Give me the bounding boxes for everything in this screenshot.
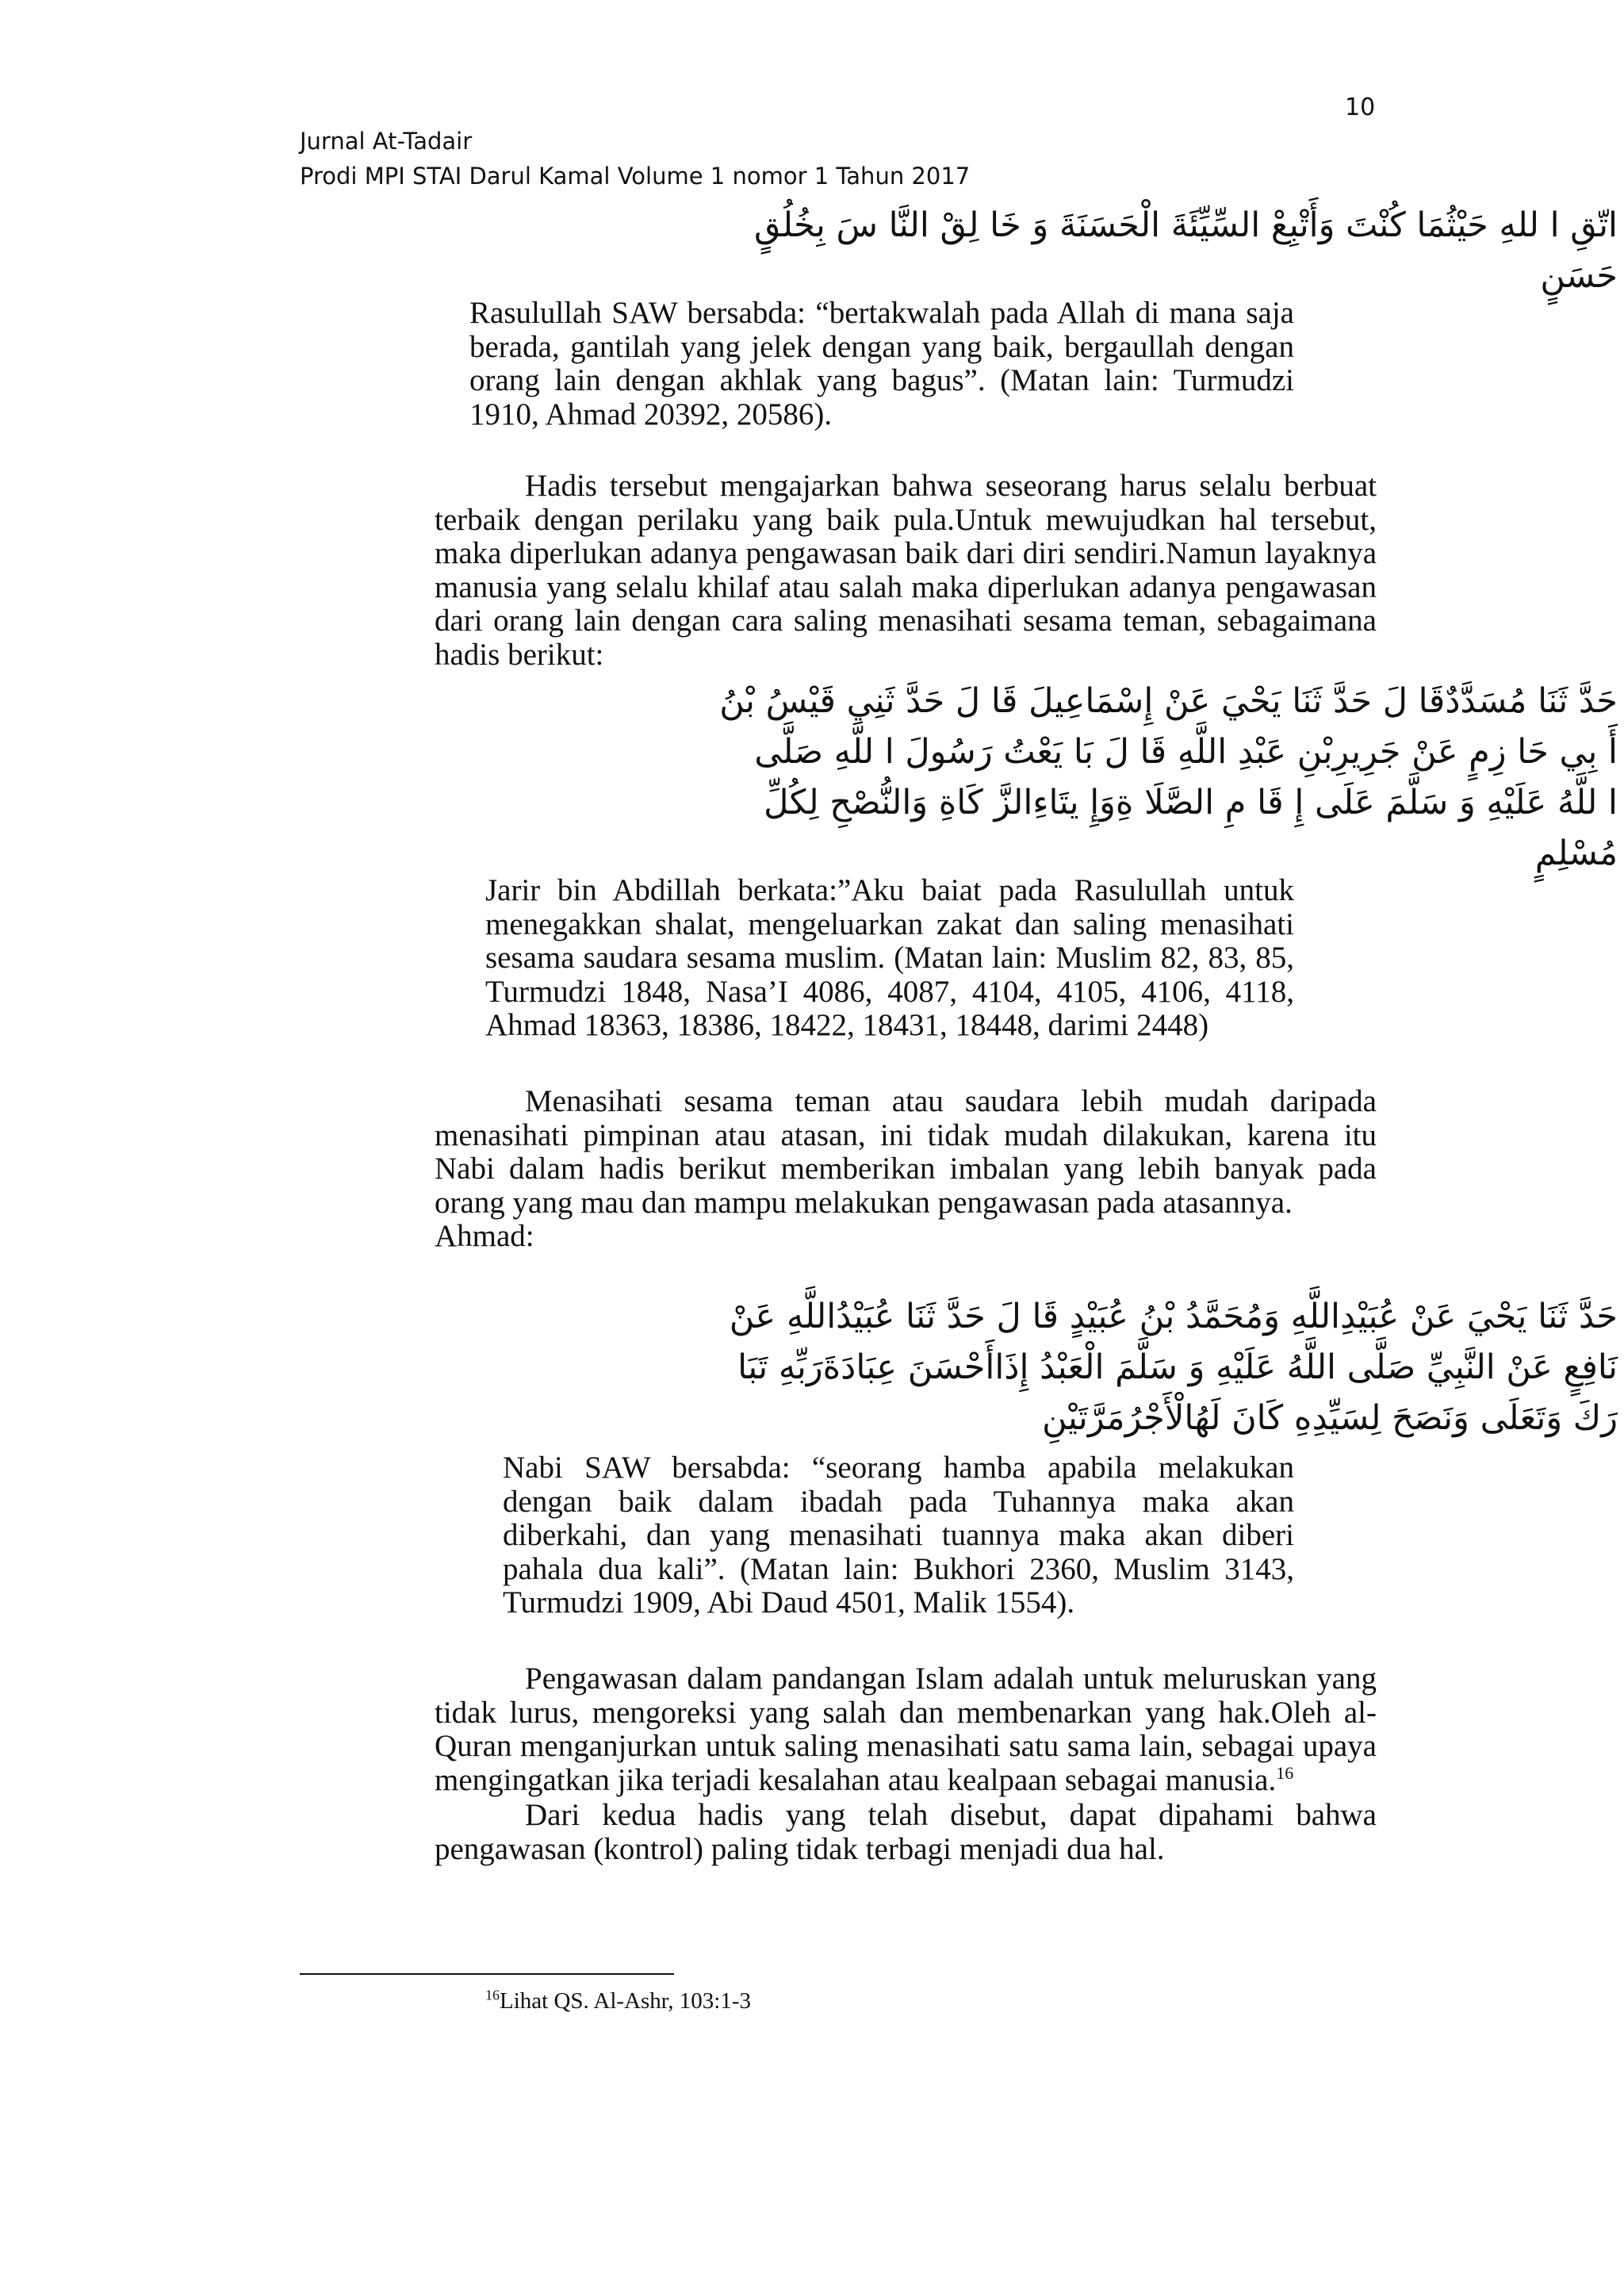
text-line: Turmudzi 1909, Abi Daud 4501, Malik 1554).: [503, 1585, 1075, 1619]
text-line: Pengawasan dalam pandangan Islam adalah untuk meluruskan yang: [525, 1662, 1377, 1696]
arabic-hadith-2: [428, 676, 1618, 879]
text-line: [435, 1764, 1377, 1798]
text-line: Rasulullah SAW bersabda: “bertakwalah pada Allah di mana saja: [469, 296, 1294, 330]
arabic-hadith-1: [428, 200, 1618, 301]
arabic-line: حَدَّ ثَنَا مُسَدَّدٌقَا لَ حَدَّ ثَنَا يَحْيَ عَنْ إِسْمَاعِيلَ قَا لَ حَدَّ ثَنِي قَيْسُ بْنُ: [719, 681, 1618, 721]
paragraph-1: [435, 470, 1377, 672]
translation-3: [503, 1451, 1294, 1620]
arabic-line: حَسَنٍ: [1540, 256, 1618, 296]
text-line: orang lain dengan akhlak yang bagus”. (Matan lain: Turmudzi: [469, 363, 1294, 397]
arabic-line: ا للَّهُ عَلَيْهِ وَ سَلَّمَ عَلَى إِ قَا مِ الصَّلَا ةِوَإِ يتَاءِالزَّ كَاةِ وَالنُّصْحِ لِكُلِّ: [764, 783, 1618, 822]
text-line: orang yang mau dan mampu melakukan pengawasan pada atasannya.: [435, 1185, 1293, 1220]
paragraph-3: [435, 1662, 1377, 1797]
text-line: 1910, Ahmad 20392, 20586).: [469, 397, 833, 431]
footnote-number: 16: [485, 1987, 500, 2003]
text-line: terbaik dengan perilaku yang baik pula.Untuk mewujudkan hal tersebut,: [435, 502, 1377, 537]
text-line: sesama saudara sesama muslim. (Matan lain: Muslim 82, 83, 85,: [485, 941, 1294, 975]
arabic-line: نَافِعٍ عَنْ النَّبِيِّ صَلَّى اللَّهُ عَلَيْهِ وَ سَلَّمَ الْعَبْدُ إِذَاأَحْسَنَ عِبَادَةَرَبِّهِ تَبَا: [737, 1347, 1618, 1387]
footnote-divider: [300, 1973, 674, 1975]
text-line: Dari kedua hadis yang telah disebut, dapat dipahami bahwa: [525, 1798, 1377, 1832]
text-line: Ahmad 18363, 18386, 18422, 18431, 18448, darimi 2448): [485, 1008, 1209, 1042]
text-line: dengan baik dalam ibadah pada Tuhannya maka akan: [503, 1484, 1294, 1519]
footnote: [485, 1987, 1199, 2014]
translation-1: [469, 297, 1294, 431]
text-line: pengawasan (kontrol) paling tidak terbagi menjadi dua hal.: [435, 1831, 1165, 1866]
paragraph-4: [435, 1799, 1377, 1866]
arabic-line: اتّقِ ا للهِ حَيْثُمَا كُنْتَ وَأَتْبِعْ السِّيِّئَةَ الْحَسَنَةَ وَ خَا لِقْ النَّا سَ بِخُلُقٍ: [754, 205, 1618, 245]
text-line: Menasihati sesama teman atau saudara lebih mudah daripada: [525, 1084, 1377, 1118]
text-line: Hadis tersebut mengajarkan bahwa seseorang harus selalu berbuat: [525, 469, 1377, 503]
journal-title: Jurnal At-Tadair: [300, 128, 473, 155]
arabic-line: حَدَّ ثَنَا يَحْيَ عَنْ عُبَيْدِاللَّهِ وَمُحَمَّدُ بْنُ عُبَيْدٍ قَا لَ حَدَّ ثَنَا عُبَيْدُاللَّهِ عَنْ: [729, 1297, 1618, 1336]
arabic-line: أَ بِي حَا زِمٍ عَنْ جَرِيرِبْنِ عَبْدِ اللَّهِ قَا لَ بَا يَعْتُ رَسُولَ ا للَّهِ صَلَّى: [754, 732, 1618, 772]
text-line: Quran menganjurkan untuk saling menasihati satu sama lain, sebagai upaya: [435, 1729, 1377, 1763]
paragraph-2: [435, 1085, 1377, 1254]
page-number: 10: [1345, 94, 1376, 121]
text-line: pahala dua kali”. (Matan lain: Bukhori 2360, Muslim 3143,: [503, 1551, 1294, 1586]
text-line: maka diperlukan adanya pengawasan baik dari diri sendiri.Namun layaknya: [435, 536, 1377, 570]
arabic-line: رَكَ وَتَعَلَى وَنَصَحَ لِسَيِّدِهِ كَانَ لَهُالْأَجْرُمَرَّتَيْنِ: [1042, 1398, 1618, 1438]
journal-header: [300, 124, 970, 194]
arabic-hadith-3: [428, 1291, 1618, 1443]
text-line: menasihati pimpinan atau atasan, ini tidak mudah dilakukan, karena itu: [435, 1117, 1377, 1152]
text-line: dari orang lain dengan cara saling menasihati sesama teman, sebagaimana: [435, 604, 1377, 638]
footnote-marker: 16: [1276, 1762, 1294, 1783]
text-line: Nabi dalam hadis berikut memberikan imbalan yang lebih banyak pada: [435, 1152, 1377, 1186]
footnote-line: [485, 1987, 1199, 2014]
text-line: menegakkan shalat, mengeluarkan zakat dan saling menasihati: [485, 907, 1294, 941]
text-line: manusia yang selalu khilaf atau salah maka diperlukan adanya pengawasan: [435, 569, 1377, 604]
text-line: tidak lurus, mengoreksi yang salah dan membenarkan yang hak.Oleh al-: [435, 1695, 1377, 1730]
arabic-line: مُسْلِمٍ: [1534, 834, 1618, 873]
text-line: Turmudzi 1848, Nasa’I 4086, 4087, 4104, 4105, 4106, 4118,: [485, 974, 1294, 1009]
text-line: hadis berikut:: [435, 637, 604, 672]
text-line: Nabi SAW bersabda: “seorang hamba apabila melakukan: [503, 1451, 1294, 1485]
text-line: diberkahi, dan yang menasihati tuannya maka akan diberi: [503, 1518, 1294, 1552]
text-line: Jarir bin Abdillah berkata:”Aku baiat pada Rasulullah untuk: [485, 873, 1294, 907]
text-line-content: mengingatkan jika terjadi kesalahan atau kealpaan sebagai manusia.: [435, 1762, 1277, 1797]
journal-subtitle: Prodi MPI STAI Darul Kamal Volume 1 nomor 1 Tahun 2017: [300, 163, 971, 190]
text-line: Ahmad:: [435, 1219, 534, 1253]
footnote-text: Lihat QS. Al-Ashr, 103:1-3: [500, 1988, 752, 2014]
text-line: berada, gantilah yang jelek dengan yang baik, bergaullah dengan: [469, 329, 1294, 364]
translation-2: [485, 874, 1294, 1043]
